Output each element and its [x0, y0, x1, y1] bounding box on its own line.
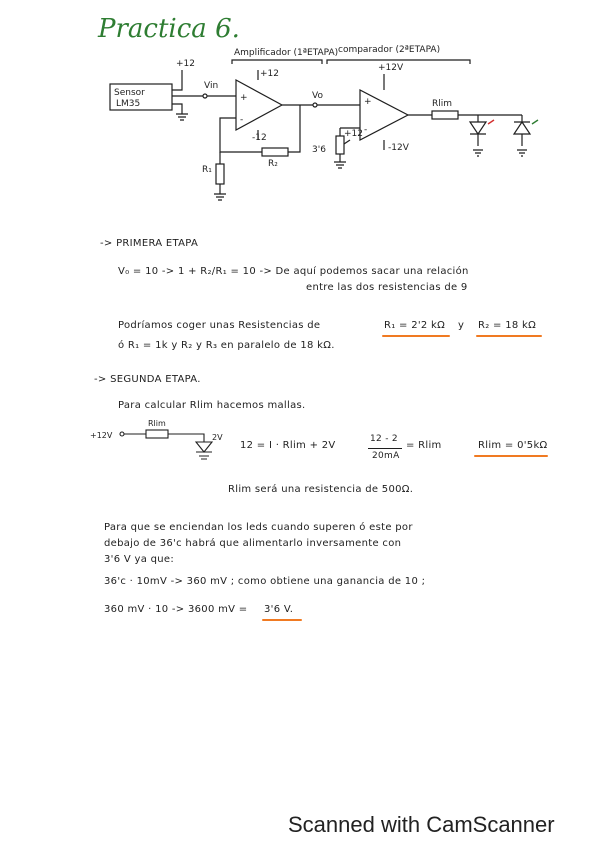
vo-label: Vo [312, 91, 323, 101]
fraction-bar [368, 448, 402, 449]
section2-fraction-num: 12 - 2 [370, 434, 398, 444]
section2-conclusion: Rlim será una resistencia de 500Ω. [228, 484, 414, 495]
pot-supply: +12 [344, 129, 363, 139]
section3-line1: Para que se enciendan los leds cuando superen ó este por [104, 522, 413, 533]
sensor-label-2: LM35 [116, 99, 141, 109]
led-loop-diagram [90, 418, 230, 462]
section3-result: 3'6 V. [264, 604, 294, 615]
rlim-underline [474, 455, 548, 457]
opamp1-supply-pos: +12 [260, 69, 279, 79]
opamp2-supply-pos: +12V [378, 63, 404, 73]
sensor-supply: +12 [176, 59, 195, 69]
loop-v2: 2V [212, 433, 223, 442]
section1-heading: -> PRIMERA ETAPA [100, 238, 199, 249]
section1-formula-line2: entre las dos resistencias de 9 [306, 282, 468, 293]
section1-p1-line2: ó R₁ = 1k y R₂ y R₃ en paralelo de 18 kΩ. [118, 340, 335, 351]
r1-label: R₁ [202, 165, 212, 175]
rlim-label: Rlim [432, 99, 453, 109]
section1-p1-line1: Podríamos coger unas Resistencias de [118, 320, 321, 331]
section3-line3: 3'6 V ya que: [104, 554, 175, 565]
stage1-label: Amplificador (1ªETAPA) [234, 48, 339, 58]
rlim-result: Rlim = 0'5kΩ [478, 440, 548, 451]
opamp2-minus: - [364, 125, 368, 135]
loop-rlim: Rlim [148, 419, 166, 428]
section3-calc1: 36'c · 10mV -> 360 mV ; como obtiene una ganancia de 10 ; [104, 576, 426, 587]
pot-value: 3'6 [312, 145, 326, 155]
section1-formula: V₀ = 10 -> 1 + R₂/R₁ = 10 -> De aquí podemos sacar una relación [118, 266, 469, 277]
vin-label: Vin [204, 81, 219, 91]
and-word: y [458, 320, 465, 331]
opamp1-plus: + [240, 93, 248, 103]
section2-fraction-den: 20mA [372, 451, 400, 461]
section2-line1: Para calcular Rlim hacemos mallas. [118, 400, 306, 411]
section2-equation: 12 = I · Rlim + 2V [240, 440, 336, 451]
r2-label: R₂ [268, 159, 278, 169]
opamp1-supply-neg: -12 [252, 133, 267, 143]
section3-line2: debajo de 36'c habrá que alimentarlo inversamente con [104, 538, 402, 549]
r2-value: R₂ = 18 kΩ [478, 320, 537, 331]
stage2-label: comparador (2ªETAPA) [338, 45, 441, 55]
stage1-bracket [232, 60, 322, 64]
loop-v12: +12V [90, 431, 113, 440]
section3-calc2: 360 mV · 10 -> 3600 mV = [104, 604, 248, 615]
result-underline [262, 619, 302, 621]
section2-heading: -> SEGUNDA ETAPA. [94, 374, 201, 385]
section2-equation-b: = Rlim [406, 440, 442, 451]
r1-underline [382, 335, 450, 337]
r1-value: R₁ = 2'2 kΩ [384, 320, 446, 331]
camscanner-footer: Scanned with CamScanner [288, 812, 555, 837]
opamp1-minus: - [240, 115, 244, 125]
circuit-diagram [0, 40, 599, 250]
r2-underline [476, 335, 542, 337]
page-title: Practica 6. [98, 14, 240, 44]
opamp2-plus: + [364, 97, 372, 107]
sensor-label-1: Sensor [114, 88, 145, 98]
opamp2-supply-neg: -12V [388, 143, 409, 153]
